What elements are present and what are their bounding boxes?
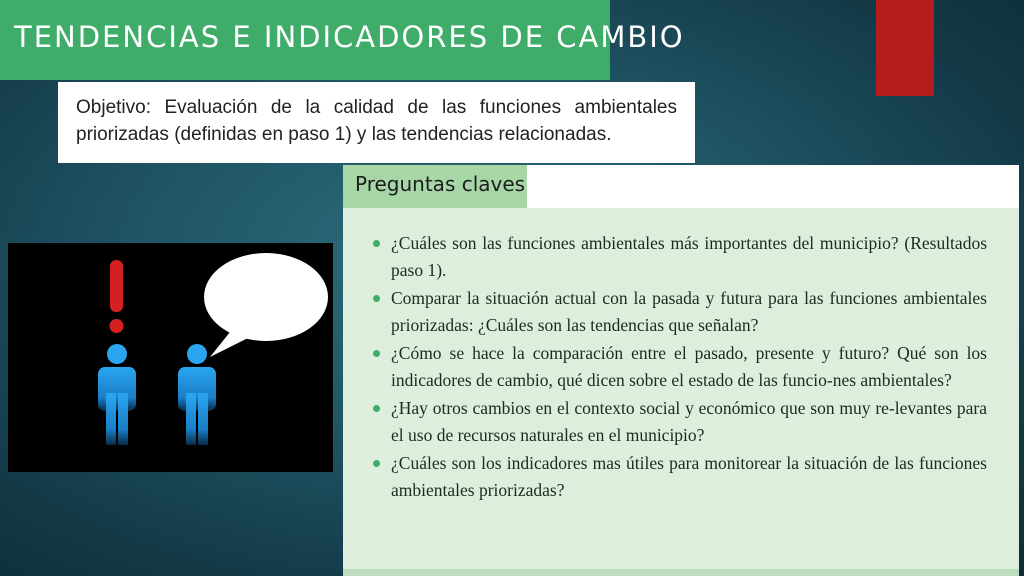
question-list (373, 230, 987, 505)
list-item (373, 340, 987, 394)
title-bar (0, 0, 685, 80)
speech-bubble-icon (204, 253, 328, 357)
objective-text: Objetivo: Evaluación de la calidad de las funciones ambientales priorizadas (definidas en paso 1) y las tendencias relacionadas. (76, 97, 677, 145)
bullet-icon (373, 460, 380, 467)
question-text: ¿Cuáles son las funciones ambientales más importantes del municipio? (Resultados paso 1). (391, 233, 987, 280)
key-header-strip (527, 165, 1019, 208)
bullet-icon (373, 405, 380, 412)
person-icon (98, 344, 136, 445)
key-questions-header (343, 165, 527, 208)
question-text: Comparar la situación actual con la pasada y futura para las funciones ambientales priorizadas: ¿Cuáles son las tendencias que señalan? (391, 288, 987, 335)
slide-title: TENDENCIAS E INDICADORES DE CAMBIO (14, 20, 685, 54)
list-item (373, 450, 987, 504)
people-illustration-svg (8, 243, 333, 472)
bullet-icon (373, 295, 380, 302)
list-item (373, 230, 987, 284)
question-text: ¿Cuáles son los indicadores mas útiles para monitorear la situación de las funciones ambientales priorizadas? (391, 453, 987, 500)
question-text: ¿Cómo se hace la comparación entre el pasado, presente y futuro? Qué son los indicadores de cambio, qué dicen sobre el estado de las funcio-nes ambientales? (391, 343, 987, 390)
bottom-band (343, 569, 1019, 576)
exclamation-icon (110, 260, 124, 333)
bullet-icon (373, 350, 380, 357)
list-item (373, 285, 987, 339)
bullet-icon (373, 240, 380, 247)
accent-red-block (876, 0, 934, 96)
key-questions-header-text: Preguntas claves (355, 172, 526, 196)
objective-box (58, 82, 695, 163)
person-icon (178, 344, 216, 445)
list-item (373, 395, 987, 449)
people-illustration (8, 243, 333, 472)
question-text: ¿Hay otros cambios en el contexto social y económico que son muy re-levantes para el uso de recursos naturales en el municipio? (391, 398, 987, 445)
